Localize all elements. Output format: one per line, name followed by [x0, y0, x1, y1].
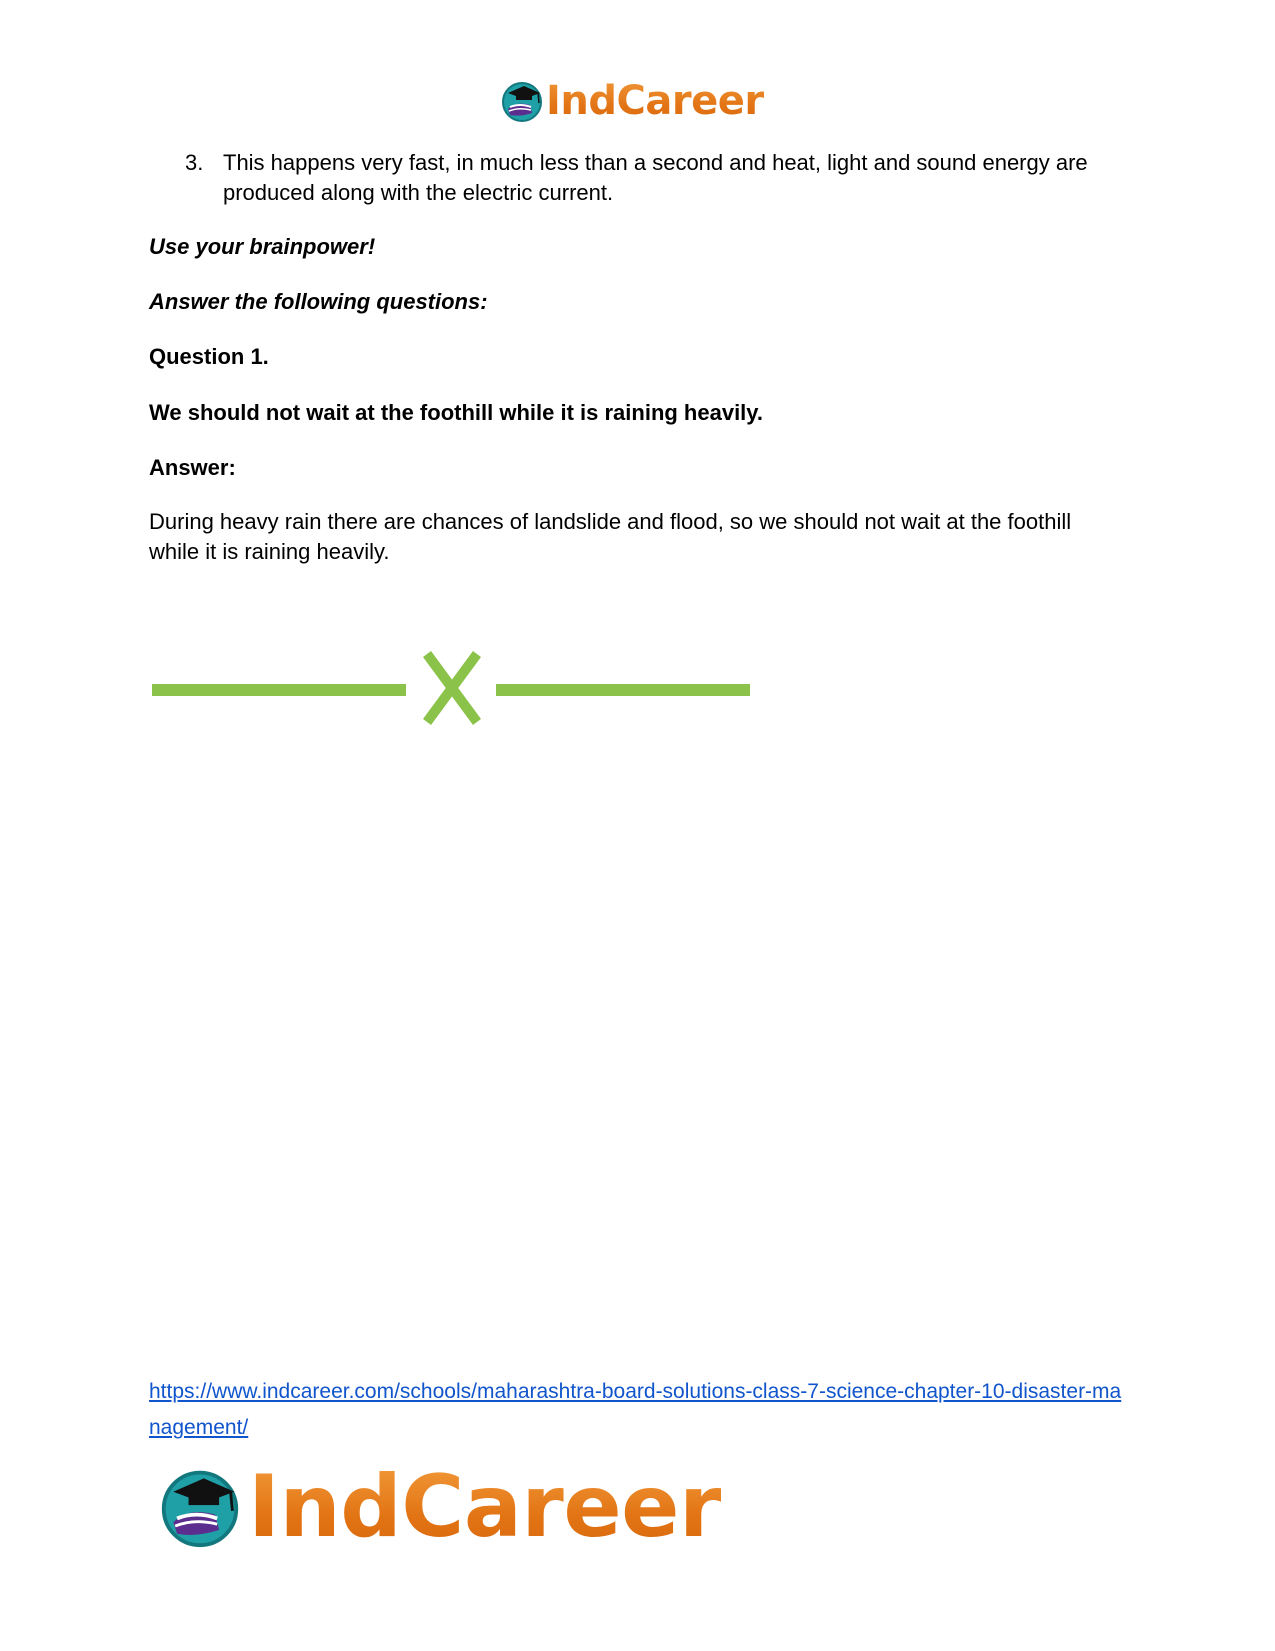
footer-logo [158, 1457, 721, 1557]
footer-logo-text: IndCareer [248, 1457, 721, 1557]
list-item-text: This happens very fast, in much less than a second and heat, light and sound energy are produced along with the electric current. [223, 150, 1088, 205]
header-logo [500, 76, 764, 126]
divider-line-right [496, 684, 750, 696]
question-text: We should not wait at the foothill while it is raining heavily. [149, 400, 764, 425]
list-item-number: 3. [185, 150, 204, 175]
list-item [185, 148, 1105, 208]
divider-line-left [152, 684, 406, 696]
instruction-heading: Answer the following questions: [149, 289, 488, 314]
header-logo-text: IndCareer [546, 78, 764, 124]
section-divider [150, 650, 750, 726]
graduation-cap-globe-icon [500, 79, 544, 123]
answer-label: Answer: [149, 455, 236, 480]
graduation-cap-globe-icon [158, 1465, 242, 1549]
brainpower-heading: Use your brainpower! [149, 234, 376, 259]
footer-source-link[interactable]: https://www.indcareer.com/schools/maharashtra-board-solutions-class-7-science-chapter-10-disaster-management/ [149, 1380, 1122, 1439]
question-label: Question 1. [149, 344, 269, 369]
x-icon [427, 654, 477, 722]
answer-text: During heavy rain there are chances of landslide and flood, so we should not wait at the foothill while it is raining heavily. [149, 509, 1072, 564]
